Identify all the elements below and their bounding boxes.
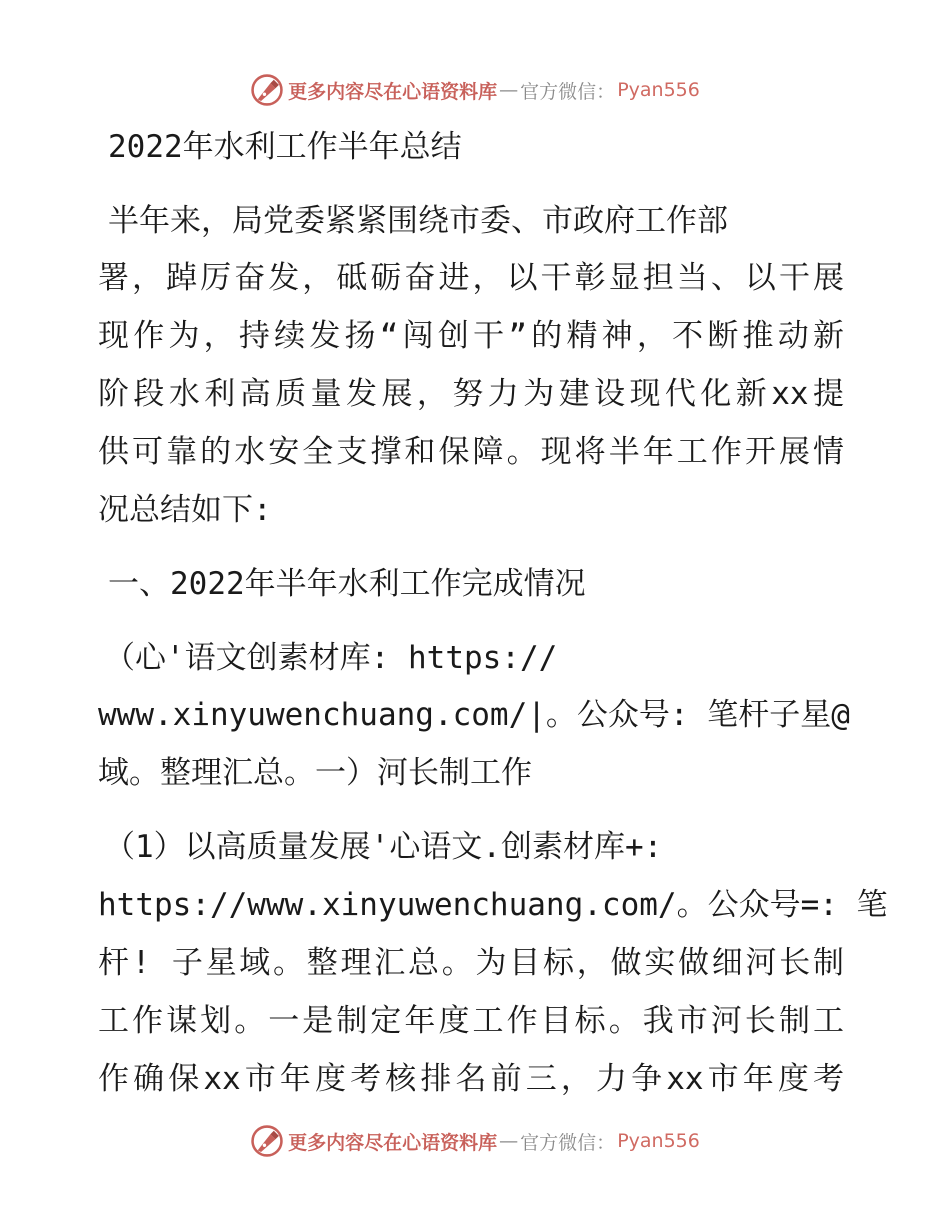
header-banner (0, 70, 950, 110)
body-line: 署，踔厉奋发，砥砺奋进，以干彰显担当、以干展 (98, 260, 844, 296)
banner-dash: — (499, 1130, 519, 1152)
banner-main-text: 更多内容尽在心语资料库 (288, 80, 498, 103)
section-heading: 一、2022年半年水利工作完成情况 (108, 566, 586, 602)
body-line: www.xinyuwenchuang.com/|。公众号: 笔杆子星@ (98, 697, 850, 733)
body-line: 况总结如下: (98, 492, 272, 528)
banner-wechat-id: Pyan556 (617, 1130, 700, 1152)
body-line: 半年来，局党委紧紧围绕市委、市政府工作部 (108, 203, 728, 239)
body-line: 现作为，持续发扬“闯创干”的精神，不断推动新 (98, 318, 844, 354)
banner-official-text: 官方微信： (520, 80, 616, 103)
body-line: 工作谋划。一是制定年度工作目标。我市河长制工 (98, 1003, 844, 1039)
body-line: 作确保xx市年度考核排名前三，力争xx市年度考 (98, 1061, 844, 1097)
banner-main-text: 更多内容尽在心语资料库 (288, 1131, 498, 1154)
banner-dash: — (499, 79, 519, 101)
body-line: （心'语文创素材库: https:// (104, 640, 558, 676)
banner-wechat-id: Pyan556 (617, 79, 700, 101)
body-line: 域。整理汇总。一）河长制工作 (98, 755, 532, 791)
body-line: 杆! 子星域。整理汇总。为目标，做实做细河长制 (98, 945, 844, 981)
banner-official-text: 官方微信： (520, 1131, 616, 1154)
body-line: https://www.xinyuwenchuang.com/。公众号=: 笔 (98, 887, 888, 923)
body-line: （1）以高质量发展'心语文.创素材库+: (104, 829, 663, 865)
pen-nib-logo-icon (250, 73, 284, 107)
footer-banner (0, 1121, 950, 1161)
body-line: 供可靠的水安全支撑和保障。现将半年工作开展情 (98, 434, 844, 470)
pen-nib-logo-icon (250, 1124, 284, 1158)
body-line: 阶段水利高质量发展，努力为建设现代化新xx提 (98, 376, 844, 412)
document-title: 2022年水利工作半年总结 (108, 129, 462, 165)
